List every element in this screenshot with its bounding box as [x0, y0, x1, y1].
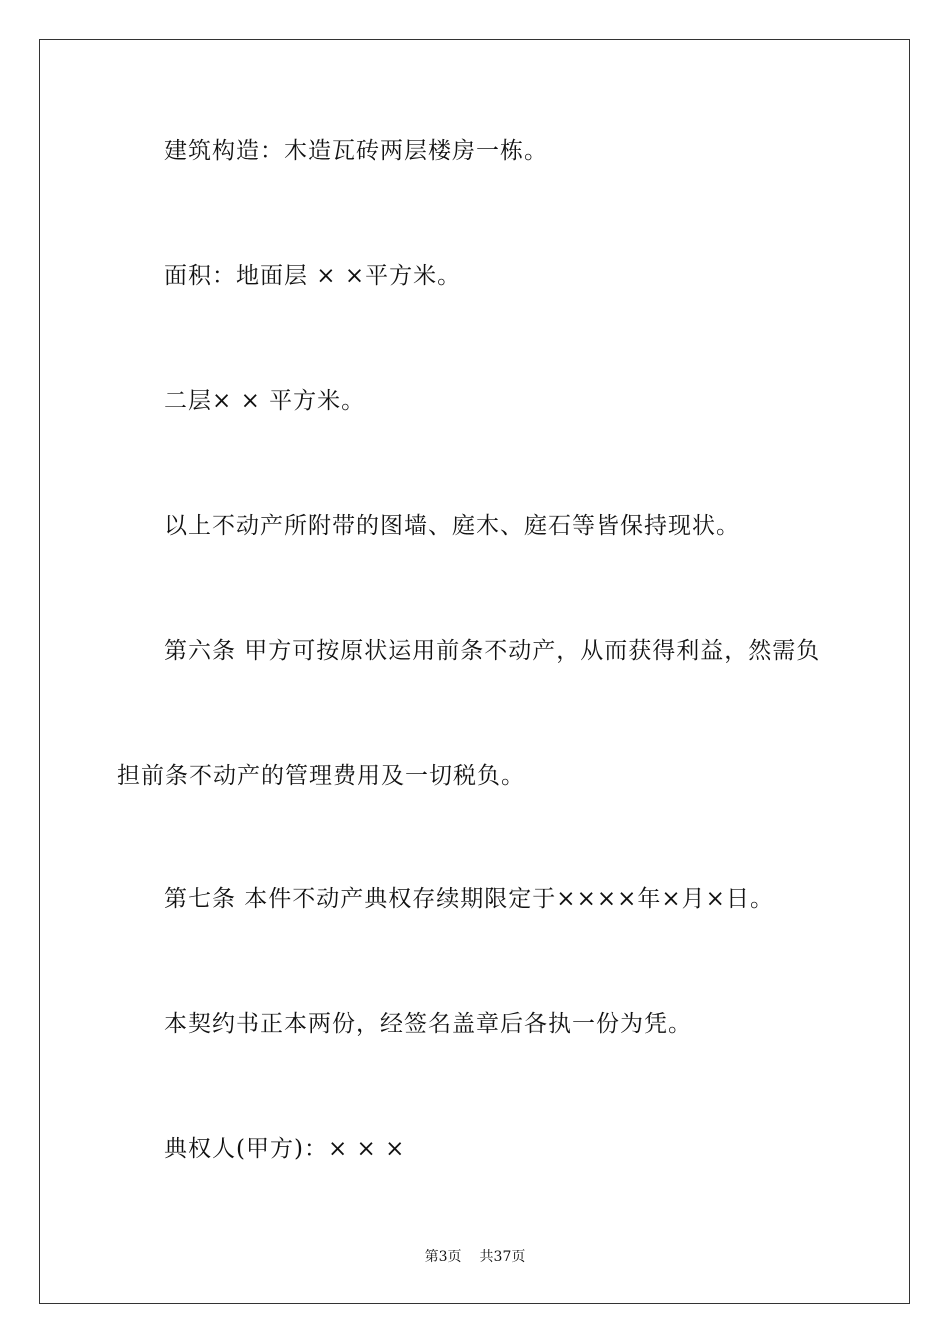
paragraph-mortgagee-signature: 典权人(甲方)：× × × [164, 1136, 406, 1162]
paragraph-copies: 本契约书正本两份，经签名盖章后各执一份为凭。 [164, 1011, 692, 1037]
page-total: 共37页 [479, 1249, 526, 1265]
paragraph-area-ground-floor: 面积：地面层 × ×平方米。 [164, 263, 462, 289]
paragraph-building-structure: 建筑构造：木造瓦砖两层楼房一栋。 [164, 138, 548, 164]
paragraph-article-six: 第六条 甲方可按原状运用前条不动产，从而获得利益，然需负 [164, 638, 821, 664]
page-footer [0, 1247, 950, 1267]
paragraph-article-six-continued: 担前条不动产的管理费用及一切税负。 [117, 763, 525, 789]
paragraph-attached-items: 以上不动产所附带的图墙、庭木、庭石等皆保持现状。 [164, 513, 740, 539]
paragraph-article-seven: 第七条 本件不动产典权存续期限定于××××年×月×日。 [164, 886, 774, 912]
page-number: 第3页 [424, 1249, 462, 1265]
page-border [39, 39, 910, 1304]
paragraph-area-second-floor: 二层× × 平方米。 [164, 388, 366, 414]
